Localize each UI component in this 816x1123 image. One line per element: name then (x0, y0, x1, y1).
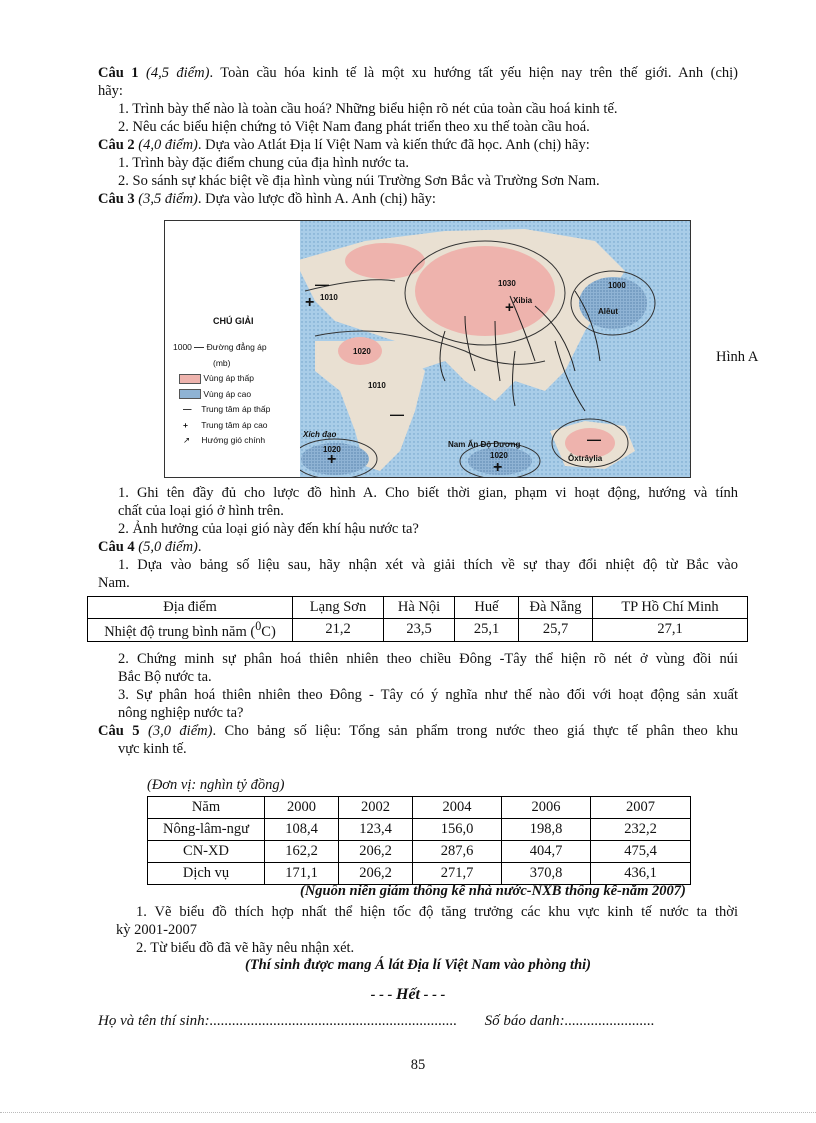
q3-item: 1. Ghi tên đầy đủ cho lược đồ hình A. Cho biết thời gian, phạm vi hoạt động, hướng và tính (118, 485, 738, 501)
temperature-table (87, 596, 748, 642)
figure-label: Hình A (716, 349, 759, 365)
low-center-icon: — (390, 406, 404, 422)
sbd-field[interactable]: ........................ (564, 1013, 655, 1029)
q3-item: 2. Ảnh hưởng của loại gió này đến khí hậu nước ta? (118, 521, 419, 537)
low-center-icon: — (587, 431, 601, 447)
monsoon-map: CHÚ GIẢI 1000 Đường đẳng áp (mb) Vùng áp thấp Vùng áp cao — Trung tâm áp thấp + Trung tâm áp cao ↗ Hướng gió chính Xibia + Alêut Xích đạo Nam Ấn Độ Dương Ôxtrâylia 1030 1000 1010 1020 1010 1020 1020 + + + — — — (164, 220, 691, 478)
q2-item: 2. So sánh sự khác biệt về địa hình vùng núi Trường Sơn Bắc và Trường Sơn Nam. (118, 173, 600, 189)
high-pressure-siberia (415, 246, 555, 336)
plus-icon: + (183, 419, 188, 430)
high-center-icon: + (305, 294, 315, 311)
end-marker: - - - Hết - - - (370, 986, 446, 1003)
wind-arrow-icon: ↗ (183, 435, 191, 445)
unit-note: (Đơn vị: nghìn tỷ đồng) (147, 777, 285, 793)
q4-item: Bắc Bộ nước ta. (118, 669, 212, 685)
label-aleut: Alêut (598, 307, 618, 316)
q5-item: 2. Từ biểu đồ đã vẽ hãy nêu nhận xét. (136, 940, 355, 956)
label-xichdao: Xích đạo (303, 430, 337, 439)
q4-item: 1. Dựa vào bảng số liệu sau, hãy nhận xét và giải thích về sự thay đổi nhiệt độ từ Bắc vào (118, 557, 738, 573)
q4-item: 3. Sự phân hoá thiên nhiên theo Đông - Tây có ý nghĩa như thế nào đối với hoạt động sản xuất (118, 687, 738, 703)
table-row: Địa điểm Lạng Sơn Hà Nội Huế Đà Nẵng TP Hồ Chí Minh (88, 597, 748, 619)
exam-body (98, 64, 738, 208)
q5-item: 1. Vẽ biểu đồ thích hợp nhất thể hiện tốc độ tăng trưởng các khu vực kinh tế nước ta thời (136, 904, 738, 920)
low-swatch (179, 374, 201, 384)
label-nam-ando: Nam Ấn Độ Dương (448, 440, 521, 449)
table-row: Dịch vụ 171,1 206,2 271,7 370,8 436,1 (148, 863, 691, 885)
q1-item: 2. Nêu các biểu hiện chứng tỏ Việt Nam đang phát triển theo xu thế toàn cầu hoá. (118, 119, 590, 135)
source-note: (Nguồn niên giám thống kê nhà nước-NXB thống kê-năm 2007) (300, 883, 686, 899)
map-legend: 1000 Đường đẳng áp (mb) Vùng áp thấp Vùng áp cao — Trung tâm áp thấp + Trung tâm áp cao ↗ Hướng gió chính (173, 340, 303, 449)
exam-body-3 (98, 650, 738, 758)
q4-heading: Câu 4 (5,0 điểm). (98, 539, 202, 555)
label-xibia: Xibia (513, 296, 533, 305)
q1-item: 1. Trình bày thế nào là toàn cầu hoá? Những biểu hiện rõ nét của toàn cầu hoá kinh tế. (118, 101, 618, 117)
q2-heading: Câu 2 (4,0 điểm). Dựa vào Atlát Địa lí Việt Nam và kiến thức đã học. Anh (chị) hãy: (98, 137, 590, 153)
gdp-table (147, 796, 691, 885)
q4-item: 2. Chứng minh sự phân hoá thiên nhiên theo chiều Đông -Tây thể hiện rõ nét ở vùng đồi núi (118, 651, 738, 667)
legend-title: CHÚ GIẢI (213, 316, 254, 326)
q3-heading: Câu 3 (3,5 điểm). Dựa vào lược đồ hình A. Anh (chị) hãy: (98, 191, 436, 207)
exam-body-2 (98, 484, 738, 592)
q1-cont: hãy: (98, 83, 123, 99)
high-center-icon: + (505, 299, 514, 316)
q3-item: chất của loại gió ở hình trên. (118, 503, 284, 519)
table-row: Nông-lâm-ngư 108,4 123,4 156,0 198,8 232,2 (148, 819, 691, 841)
low-center-icon: — (315, 276, 329, 292)
q5-item: kỳ 2001-2007 (116, 922, 197, 938)
table-row: Năm 2000 2002 2004 2006 2007 (148, 797, 691, 819)
exam-body-4 (98, 903, 738, 957)
bottom-rule (0, 1112, 816, 1113)
row-label: Nhiệt độ trung bình năm ($^0$C) (88, 619, 293, 642)
minus-icon: — (183, 404, 192, 414)
exam-note: (Thí sinh được mang Á lát Địa lí Việt Nam vào phòng thi) (245, 957, 591, 973)
high-center-icon: + (327, 451, 337, 468)
page-number: 85 (410, 1057, 426, 1073)
table-row: CN-XD 162,2 206,2 287,6 404,7 475,4 (148, 841, 691, 863)
high-center-icon: + (493, 459, 503, 476)
name-label: Họ và tên thí sinh: (98, 1013, 210, 1029)
q5-heading: Câu 5 (3,0 điểm). Cho bảng số liệu: Tổng sản phẩm trong nước theo giá thực tế phân theo khu (98, 723, 739, 739)
legend-isobar-value: 1000 (173, 342, 192, 352)
q2-item: 1. Trình bày đặc điểm chung của địa hình nước ta. (118, 155, 409, 171)
q1-heading: Câu 1 (4,5 điểm). Toàn cầu hóa kinh tế là một xu hướng tất yếu hiện nay trên thế giới. Anh (chị) (98, 65, 738, 81)
q4-item: Nam. (98, 575, 130, 591)
label-oxtraylia: Ôxtrâylia (568, 454, 603, 463)
name-field[interactable]: .................................................................. (209, 1013, 458, 1029)
high-swatch (179, 389, 201, 399)
sbd-label: Số báo danh: (484, 1013, 565, 1029)
footer (98, 1013, 655, 1030)
q5-cont: vực kinh tế. (118, 741, 187, 757)
q4-item: nông nghiệp nước ta? (118, 705, 244, 721)
table-row: Nhiệt độ trung bình năm ($^0$C) 21,2 23,5 25,1 25,7 27,1 (88, 619, 748, 642)
